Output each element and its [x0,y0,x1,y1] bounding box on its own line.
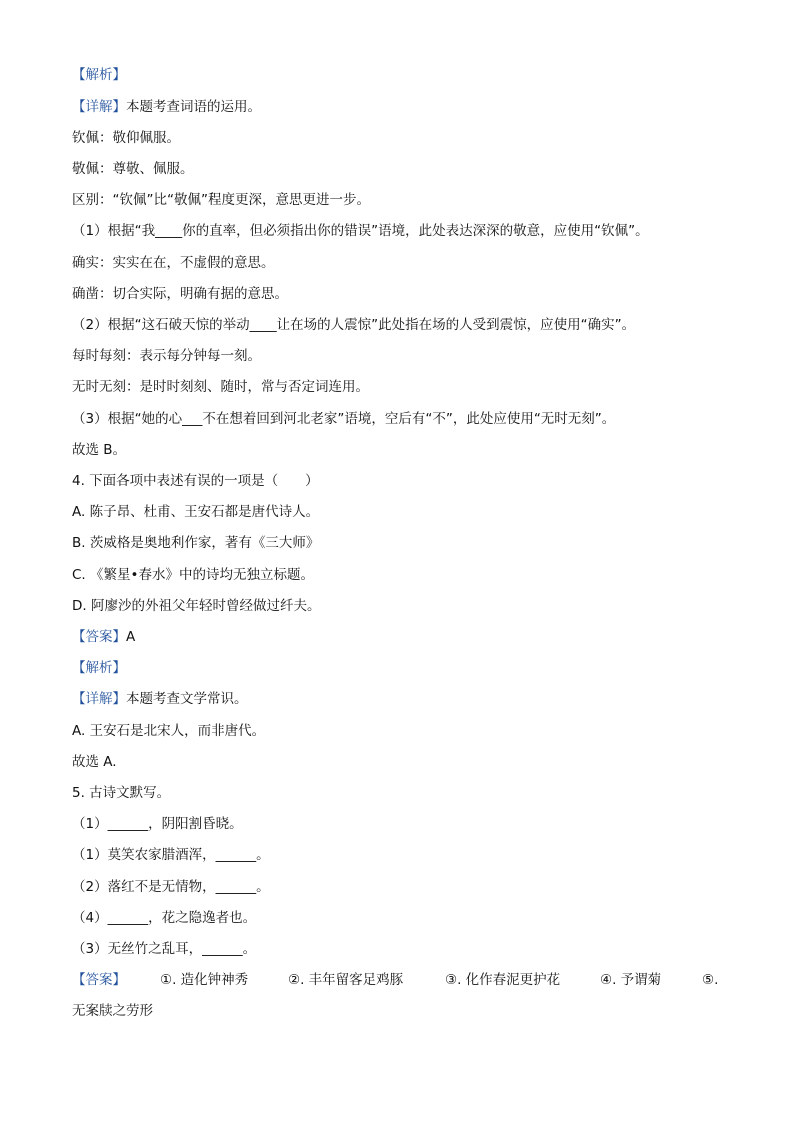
q5-answer-item: ⑤. [702,972,719,988]
q3-line: 确实：实实在在，不虚假的意思。 [72,255,275,271]
q5-item: （2）落红不是无情物，______。 [72,879,270,895]
q3-line: 确凿：切合实际，明确有据的意思。 [72,286,288,302]
q3-line: 区别：“钦佩”比“敬佩”程度更深，意思更进一步。 [72,192,370,208]
q5-item: （4）______，花之隐逸者也。 [72,910,257,926]
q4-line: 故选 A. [72,754,117,770]
q4-answer-value: A [126,629,136,645]
q3-line: 无时无刻：是时时刻刻、随时，常与否定词连用。 [72,379,369,395]
q4-detail [72,690,248,708]
q4-line: A. 王安石是北宋人，而非唐代。 [72,723,266,739]
q5-stem: 5. 古诗文默写。 [72,785,171,801]
q3-detail-tag: 【详解】 [72,99,126,115]
q4-answer-tag: 【答案】 [72,629,126,645]
q5-answer-item: ①. 造化钟神秀 [160,972,249,988]
q4-option: D. 阿廖沙的外祖父年轻时曾经做过纤夫。 [72,598,321,614]
q3-line: 敬佩：尊敬、佩服。 [72,161,194,177]
q5-answer-tag: 【答案】 [72,972,126,988]
q3-analysis-tag: 【解析】 [72,67,126,83]
q5-answer-item: ④. 予谓菊 [600,972,662,988]
q3-line: （3）根据“她的心___不在想着回到河北老家”语境，空后有“不”，此处应使用“无时无刻”。 [72,411,616,427]
q5-answer-item: ③. 化作春泥更护花 [445,972,561,988]
q4-answer [72,628,135,646]
q3-detail-text: 本题考查词语的运用。 [126,99,261,115]
q4-option: C. 《繁星•春水》中的诗均无独立标题。 [72,567,314,583]
q4-analysis-tag: 【解析】 [72,660,126,676]
q4-detail-text: 本题考查文学常识。 [126,691,248,707]
q3-line: 故选 B。 [72,442,127,458]
q4-stem: 4. 下面各项中表述有误的一项是（ ） [72,473,319,489]
q3-line: 钦佩：敬仰佩服。 [72,130,180,146]
q4-option: A. 陈子昂、杜甫、王安石都是唐代诗人。 [72,504,320,520]
q4-option: B. 茨威格是奥地利作家，著有《三大师》 [72,535,320,551]
q5-item: （3）无丝竹之乱耳，______。 [72,941,257,957]
q5-answer-item: ②. 丰年留客足鸡豚 [288,972,404,988]
q4-detail-tag: 【详解】 [72,691,126,707]
q3-line: （1）根据“我____你的直率，但必须指出你的错误”语境，此处表达深深的敬意，应使用“钦佩”。 [72,223,649,239]
q5-item: （1）莫笑农家腊酒浑，______。 [72,847,270,863]
q5-item: （1）______，阴阳割昏晓。 [72,816,243,832]
q5-answer-wrap: 无案牍之劳形 [72,1003,153,1019]
q3-detail [72,98,261,116]
q3-line: 每时每刻：表示每分钟每一刻。 [72,348,261,364]
q3-line: （2）根据“这石破天惊的举动____让在场的人震惊”此处指在场的人受到震惊，应使用“确实”。 [72,317,636,333]
